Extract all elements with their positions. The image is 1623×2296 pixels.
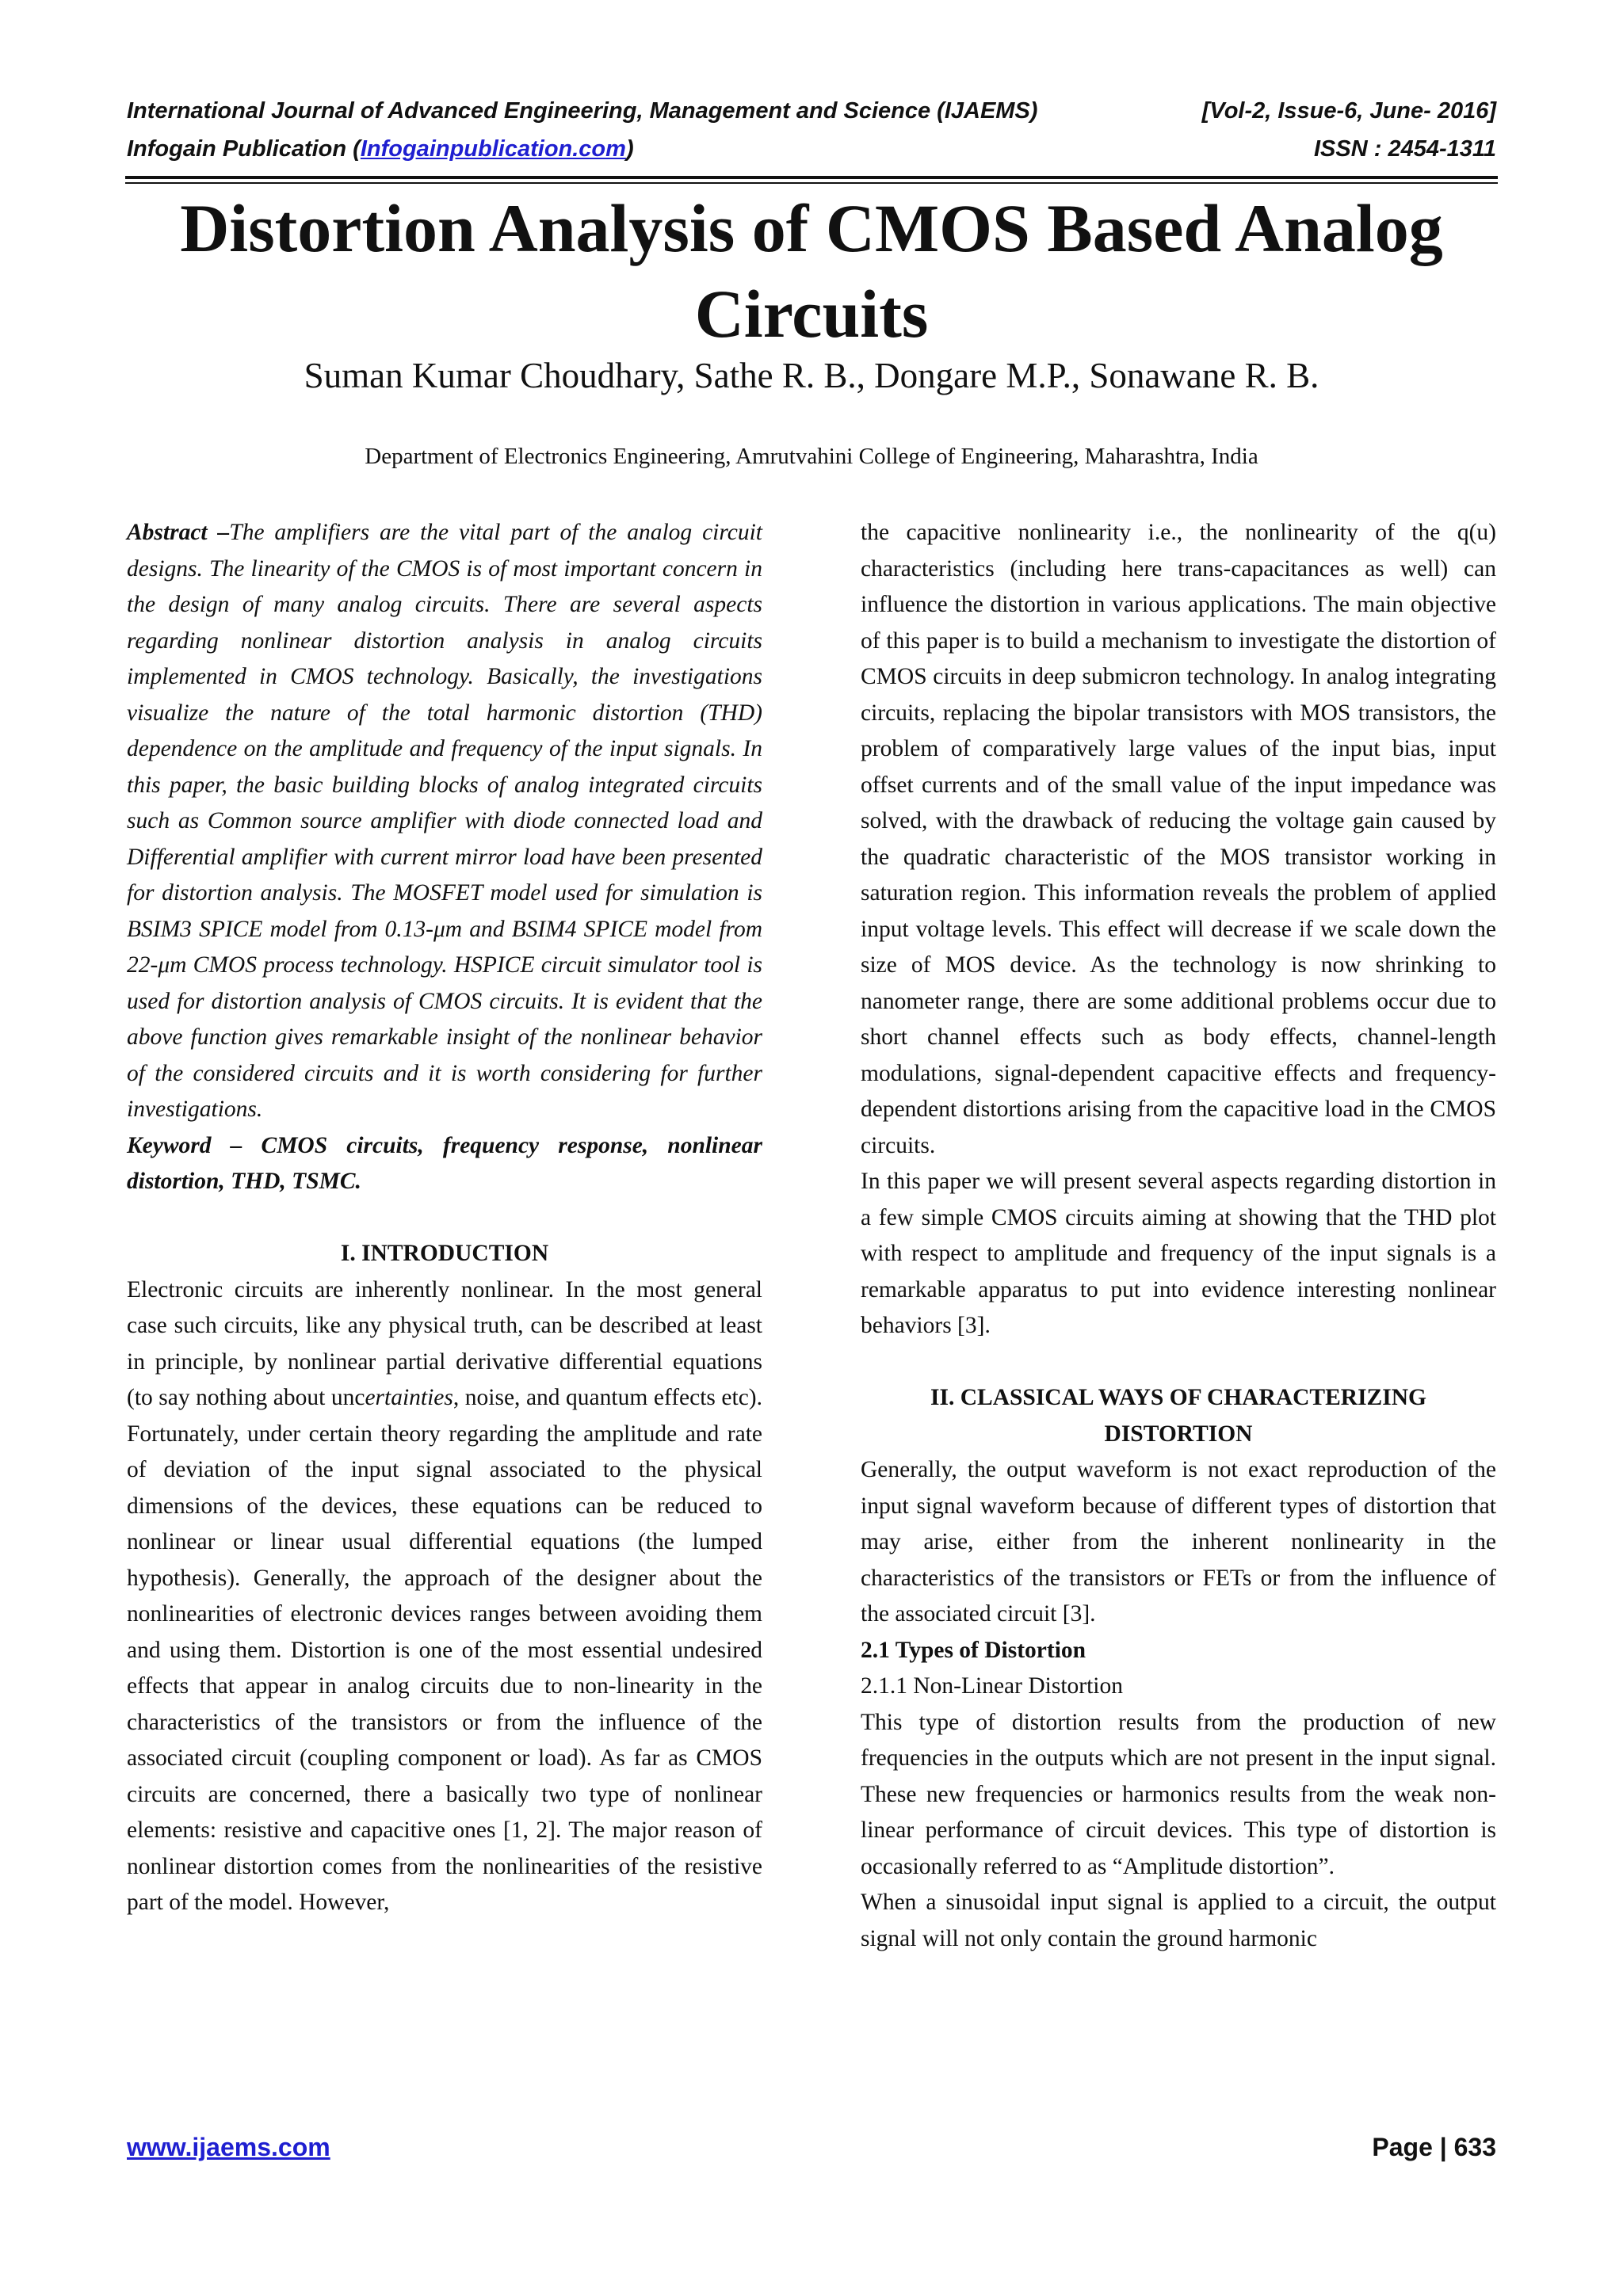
- section2-text: Generally, the output waveform is not exact reproduction of the input signal waveform because of different types of distortion that may arise, either from the inherent nonlinearity in the characteristics of the transistors or FETs or from the influence of the associated circuit [3].: [861, 1457, 1496, 1627]
- subsubsection-heading: 2.1.1 Non-Linear Distortion: [861, 1673, 1123, 1699]
- left-column: [127, 515, 762, 1921]
- right-column: [861, 515, 1496, 1957]
- keywords: [127, 1128, 762, 1200]
- keyword-list: – CMOS circuits, frequency response, nonlinear distortion, THD, TSMC.: [127, 1132, 762, 1194]
- page-number: Page | 633: [1372, 2133, 1496, 2161]
- paper-title: [127, 185, 1496, 357]
- abstract: [127, 515, 762, 1128]
- subsection-heading: 2.1 Types of Distortion: [861, 1637, 1086, 1663]
- spacer: [861, 1344, 1496, 1381]
- subsubsection-text: This type of distortion results from the production of new frequencies in the outputs which are not present in the input signal. These new frequencies or harmonics results from the weak non-linear performance of circuit devices. This type of distortion is occasionally referred to as “Amplitude distortion”.: [861, 1709, 1496, 1879]
- header-rule-thin: [125, 182, 1498, 184]
- keyword-label: Keyword: [127, 1132, 212, 1158]
- intro-text-a: Electronic circuits are inherently nonlinear. In the most general case such circuits, like any physical truth, can be described at least in principle, by nonlinear partial derivative differential equations (to say nothing about unc: [127, 1276, 762, 1410]
- title-line-1: Distortion Analysis of CMOS Based Analog: [180, 190, 1443, 266]
- footer-website-link[interactable]: www.ijaems.com: [127, 2133, 330, 2161]
- section2-last-paragraph: When a sinusoidal input signal is applied to a circuit, the output signal will not only contain the ground harmonic: [861, 1890, 1496, 1951]
- paper-affiliation: Department of Electronics Engineering, Amrutvahini College of Engineering, Maharashtra, India: [365, 444, 1258, 469]
- intro-text-b: , noise, and quantum effects etc). Fortunately, under certain theory regarding the amplitude and rate of deviation of the input signal associated to the physical dimensions of the devices, these equations can be reduced to nonlinear or linear usual differential equations (the lumped hypothesis). Generally, the approach of the designer about the nonlinearities of electronic devices ranges between avoiding them and using them. Distortion is one of the most essential undesired effects that appear in analog circuits due to non-linearity in the characteristics of the transistors or from the influence of the associated circuit (coupling component or load). As far as CMOS circuits are concerned, there a basically two type of nonlinear elements: resistive and capacitive ones [1, 2]. The major reason of nonlinear distortion comes from the nonlinearities of the resistive part of the model. However,: [127, 1385, 762, 1915]
- journal-header-line1: [127, 98, 1496, 124]
- journal-header-line2: [127, 136, 1496, 162]
- section2-heading: [861, 1380, 1496, 1452]
- intro-continued: the capacitive nonlinearity i.e., the nonlinearity of the q(u) characteristics (including here trans-capacitances as well) can influence the distortion in various applications. The main objective of this paper is to build a mechanism to investigate the distortion of CMOS circuits in deep submicron technology. In analog integrating circuits, replacing the bipolar transistors with MOS transistors, the problem of comparatively large values of the input bias, input offset currents and of the small value of the input impedance was solved, with the drawback of reducing the voltage gain caused by the quadratic characteristic of the MOS transistor working in saturation region. This information reveals the problem of applied input voltage levels. This effect will decrease if we scale down the size of MOS device. As the technology is now shrinking to nanometer range, there are some additional problems occur due to short channel effects such as body effects, channel-length modulations, signal-dependent capacitive effects and frequency-dependent distortions arising from the capacitive load in the CMOS circuits.: [861, 520, 1496, 1158]
- publisher-suffix: ): [625, 136, 634, 162]
- volume-info: [Vol-2, Issue-6, June- 2016]: [1201, 98, 1496, 124]
- paper-authors: Suman Kumar Choudhary, Sathe R. B., Dongare M.P., Sonawane R. B.: [304, 356, 1319, 395]
- issn: ISSN : 2454-1311: [1314, 136, 1496, 162]
- page-footer: [127, 2133, 1496, 2162]
- header-rule-thick: [125, 176, 1498, 179]
- abstract-label: Abstract –: [127, 520, 230, 545]
- title-line-2: Circuits: [694, 276, 929, 352]
- journal-name: International Journal of Advanced Engineering, Management and Science (IJAEMS): [127, 98, 1038, 124]
- section2-heading-line1: II. CLASSICAL WAYS OF CHARACTERIZING: [930, 1385, 1426, 1410]
- publisher-prefix: Infogain Publication (: [127, 136, 361, 162]
- section2-heading-line2: DISTORTION: [1104, 1421, 1253, 1447]
- intro-paragraph: [127, 1272, 762, 1921]
- intro-paragraph-2: In this paper we will present several aspects regarding distortion in a few simple CMOS circuits aiming at showing that the THD plot with respect to amplitude and frequency of the input signals is a remarkable apparatus to put into evidence interesting nonlinear behaviors [3].: [861, 1169, 1496, 1338]
- abstract-text: The amplifiers are the vital part of the analog circuit designs. The linearity of the CMOS is of most important concern in the design of many analog circuits. There are several aspects regarding nonlinear distortion analysis in analog circuits implemented in CMOS technology. Basically, the investigations visualize the nature of the total harmonic distortion (THD) dependence on the amplitude and frequency of the input signals. In this paper, the basic building blocks of analog integrated circuits such as Common source amplifier with diode connected load and Differential amplifier with current mirror load have been presented for distortion analysis. The MOSFET model used for simulation is BSIM3 SPICE model from 0.13-μm and BSIM4 SPICE model from 22-μm CMOS process technology. HSPICE circuit simulator tool is used for distortion analysis of CMOS circuits. It is evident that the above function gives remarkable insight of the nonlinear behavior of the considered circuits and it is worth considering for further investigations.: [127, 520, 762, 1122]
- intro-heading: I. INTRODUCTION: [340, 1241, 549, 1266]
- spacer: [127, 1200, 762, 1237]
- publisher-link[interactable]: Infogainpublication.com: [360, 136, 626, 162]
- intro-text-italic: ertainties: [365, 1385, 453, 1410]
